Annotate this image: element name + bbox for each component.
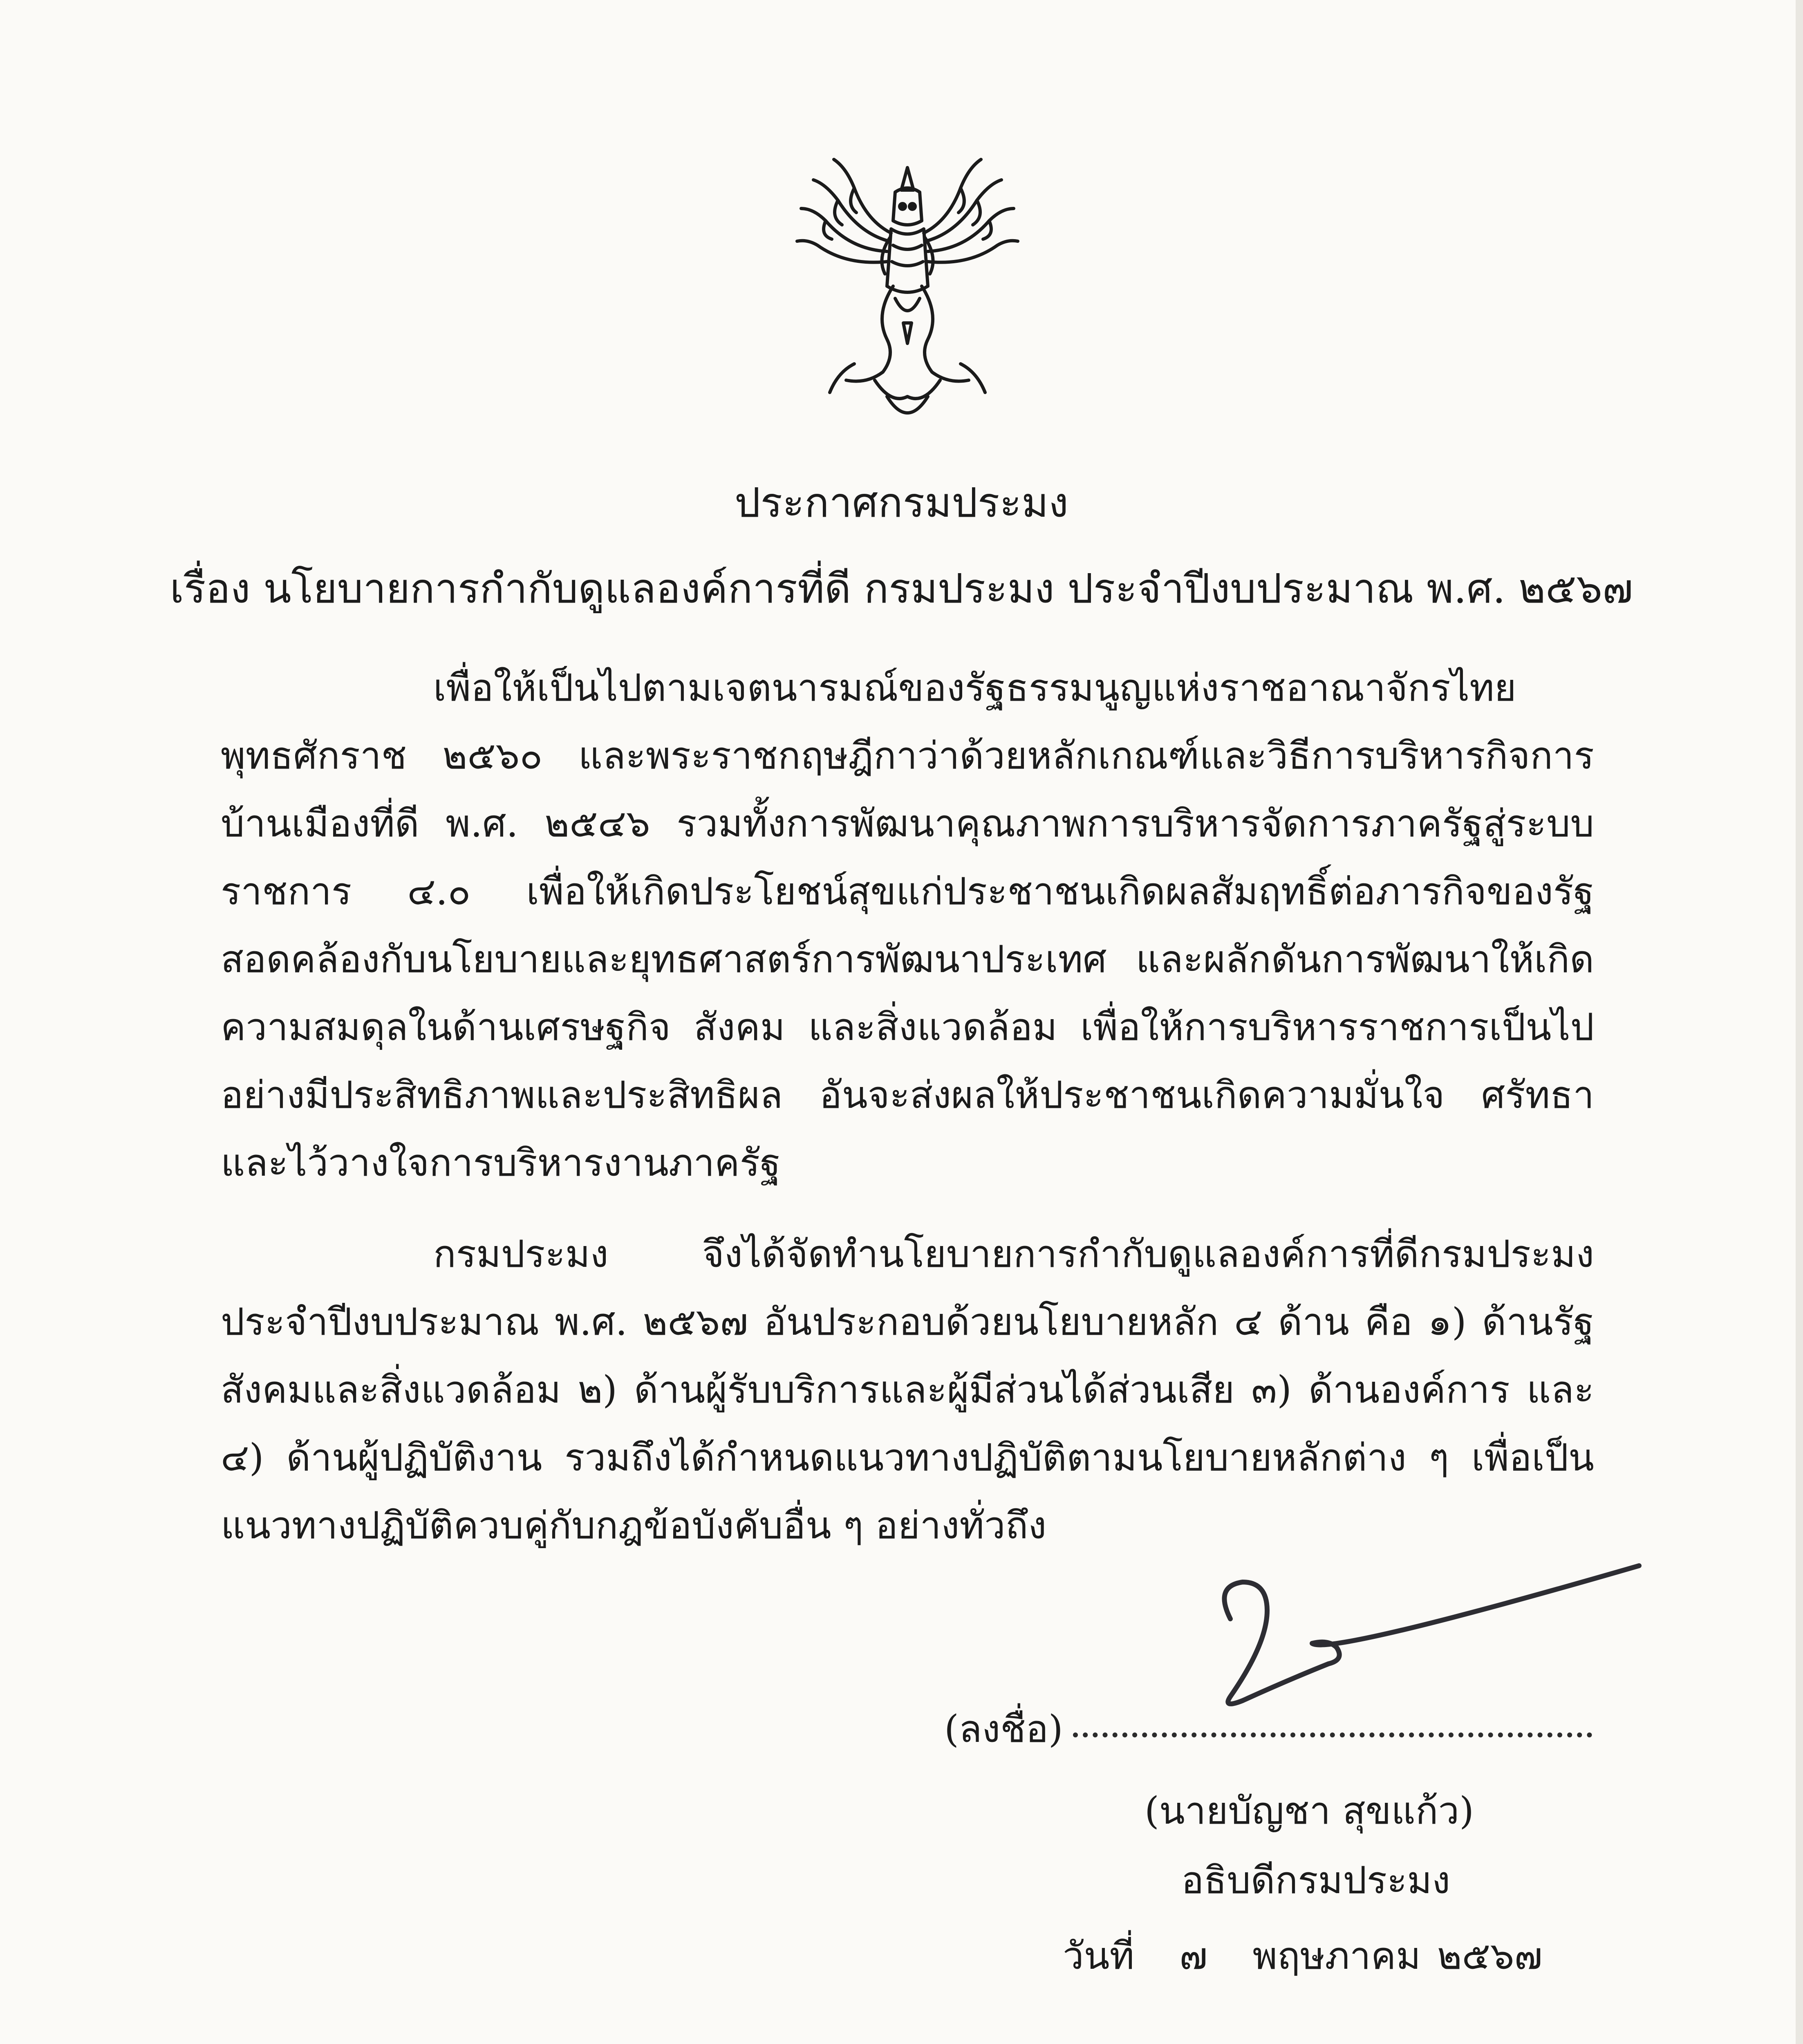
body-paragraph-1: เพื่อให้เป็นไปตามเจตนารมณ์ของรัฐธรรมนูญแห่งราชอาณาจักรไทย พุทธศักราช ๒๕๖๐ และพระราชกฤษฎีกาว่าด้วยหลักเกณฑ์และวิธีการบริหารกิจการบ้านเมืองที่ดี พ.ศ. ๒๕๔๖ รวมทั้งการพัฒนาคุณภาพการบริหารจัดการภาครัฐสู่ระบบราชการ ๔.๐ เพื่อให้เกิดประโยชน์สุขแก่ประชาชนเกิดผลสัมฤทธิ์ต่อภารกิจของรัฐ สอดคล้องกับนโยบายและยุทธศาสตร์การพัฒนาประเทศ และผลักดันการพัฒนาให้เกิดความสมดุลในด้านเศรษฐกิจ สังคม และสิ่งแวดล้อม เพื่อให้การบริหารราชการเป็นไปอย่างมีประสิทธิภาพและประสิทธิผล อันจะส่งผลให้ประชาชนเกิดความมั่นใจ ศรัทธา และไว้วางใจการบริหารงานภาครัฐ [221,666,1594,1185]
date-year: ๒๕๖๗ [1437,1934,1543,1978]
signature-dotted-line [1073,1732,1592,1737]
garuda-emblem-icon [785,151,1030,437]
signature-label: (ลงชื่อ) [944,1707,1063,1751]
document-subject: เรื่อง นโยบายการกำกับดูแลองค์การที่ดี กรมประมง ประจำปีงบประมาณ พ.ศ. ๒๕๖๗ [170,565,1633,612]
signer-position: อธิบดีกรมประมง [1181,1858,1451,1902]
handwritten-signature [1206,1562,1655,1733]
page-right-edge [1796,0,1803,2044]
body-paragraph-2: กรมประมง จึงได้จัดทำนโยบายการกำกับดูแลองค์การที่ดีกรมประมง ประจำปีงบประมาณ พ.ศ. ๒๕๖๗ อันประกอบด้วยนโยบายหลัก ๔ ด้าน คือ ๑) ด้านรัฐ สังคมและสิ่งแวดล้อม ๒) ด้านผู้รับบริการและผู้มีส่วนได้ส่วนเสีย ๓) ด้านองค์การ และ ๔) ด้านผู้ปฏิบัติงาน รวมถึงได้กำหนดแนวทางปฏิบัติตามนโยบายหลักต่าง ๆ เพื่อเป็นแนวทางปฏิบัติควบคู่กับกฎข้อบังคับอื่น ๆ อย่างทั่วถึง [221,1232,1594,1547]
document-title: ประกาศกรมประมง [735,479,1068,527]
date-label: วันที่ [1063,1934,1135,1978]
date-day: ๗ [1179,1934,1208,1978]
date-line [1063,1925,1543,1986]
signer-name: (นายบัญชา สุขแก้ว) [1145,1789,1474,1833]
date-month: พฤษภาคม [1252,1934,1421,1978]
